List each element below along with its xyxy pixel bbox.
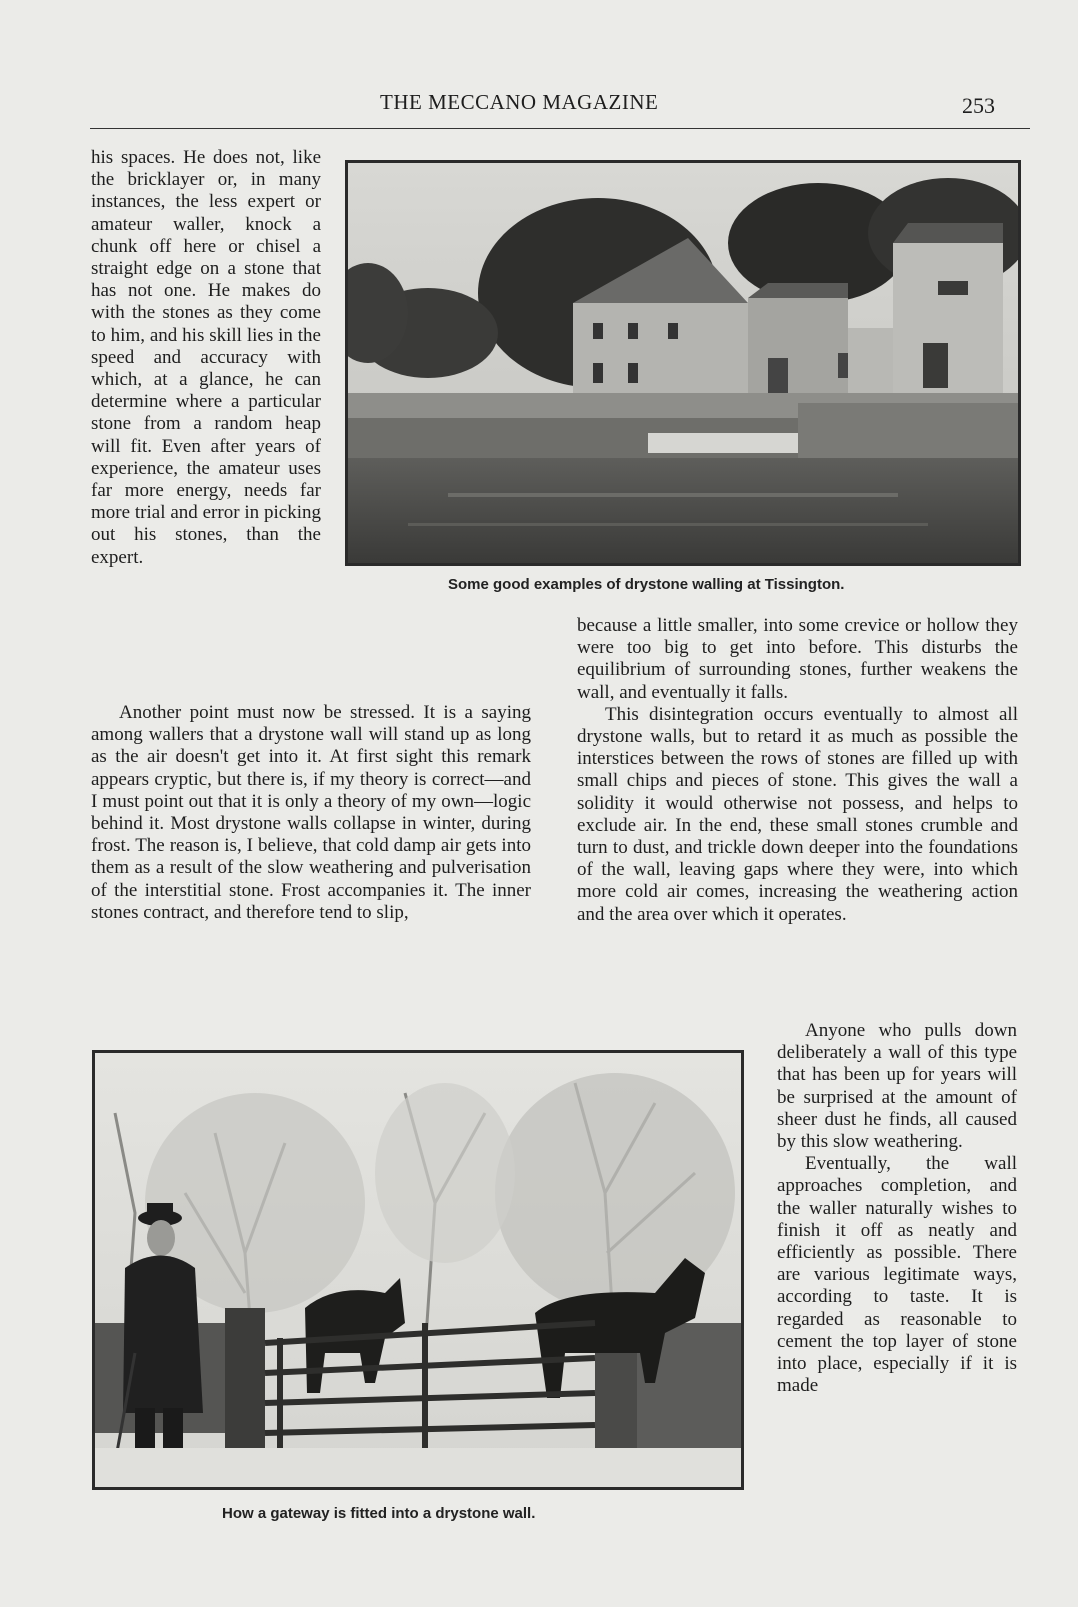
paragraph: Anyone who pulls down deliberately a wall of this type that has been up for years will be surprised at the amount of sheer dust he finds, all caused by this slow weathering. [777,1020,1017,1153]
column-left-text [91,702,531,924]
column-c-text [777,1020,1017,1397]
column-right-text [577,615,1018,926]
paragraph: Another point must now be stressed. It is a saying among wallers that a drystone wall will stand up as long as the air doesn't get into it. At first sight this remark appears cryptic, but there is, if my theory is correct—and I must point out that it is only a theory of my own—logic behind it. Most drystone walls collapse in winter, during frost. The reason is, I believe, that cold damp air gets into them as a result of the slow weathering and pulverisation of the interstitial stone. Frost accompanies it. The inner stones contract, and therefore tend to slip, [91,702,531,923]
tissington-photo [345,160,1021,566]
column-a-text [91,147,321,595]
paragraph: his spaces. He does not, like the bricklayer or, in many instances, the less expert or amateur waller, knock a chunk off here or chisel a straight edge on a stone that has not one. He makes do with the stones as they come to him, and his skill lies in the speed and accuracy with which, at a glance, he can determine where a particular stone from a random heap will fit. Even after years of experience, the amateur uses far more energy, needs far more trial and error in picking out his stones, than the expert. [91,147,321,568]
paragraph: Eventually, the wall approaches completion, and the waller naturally wishes to finish it off as neatly and efficiently as possible. There are various legitimate ways, according to taste. It is regarded as reasonable to cement the top layer of stone into place, especially if it is made [777,1153,1017,1397]
page-number: 253 [962,93,995,118]
gateway-photo [92,1050,744,1490]
figure-caption-gateway: How a gateway is fitted into a drystone wall. [222,1505,536,1522]
figure-caption-tissington: Some good examples of drystone walling at Tissington. [448,576,845,593]
running-title: THE MECCANO MAGAZINE [380,90,659,114]
paragraph: This disintegration occurs eventually to almost all drystone walls, but to retard it as much as possible the interstices between the rows of stones are filled up with small chips and pieces of stone. This gives the wall a solidity it would otherwise not possess, and helps to exclude air. In the end, these small stones crumble and turn to dust, and trickle down deeper into the foundations of the wall, leaving gaps where they were, into which more cold air comes, increasing the weathering action and the area over which it operates. [577,703,1018,925]
paragraph: because a little smaller, into some crevice or hollow they were too big to get into before. This disturbs the equilibrium of surrounding stones, further weakens the wall, and eventually it falls. [577,615,1018,703]
header-rule [90,128,1030,129]
